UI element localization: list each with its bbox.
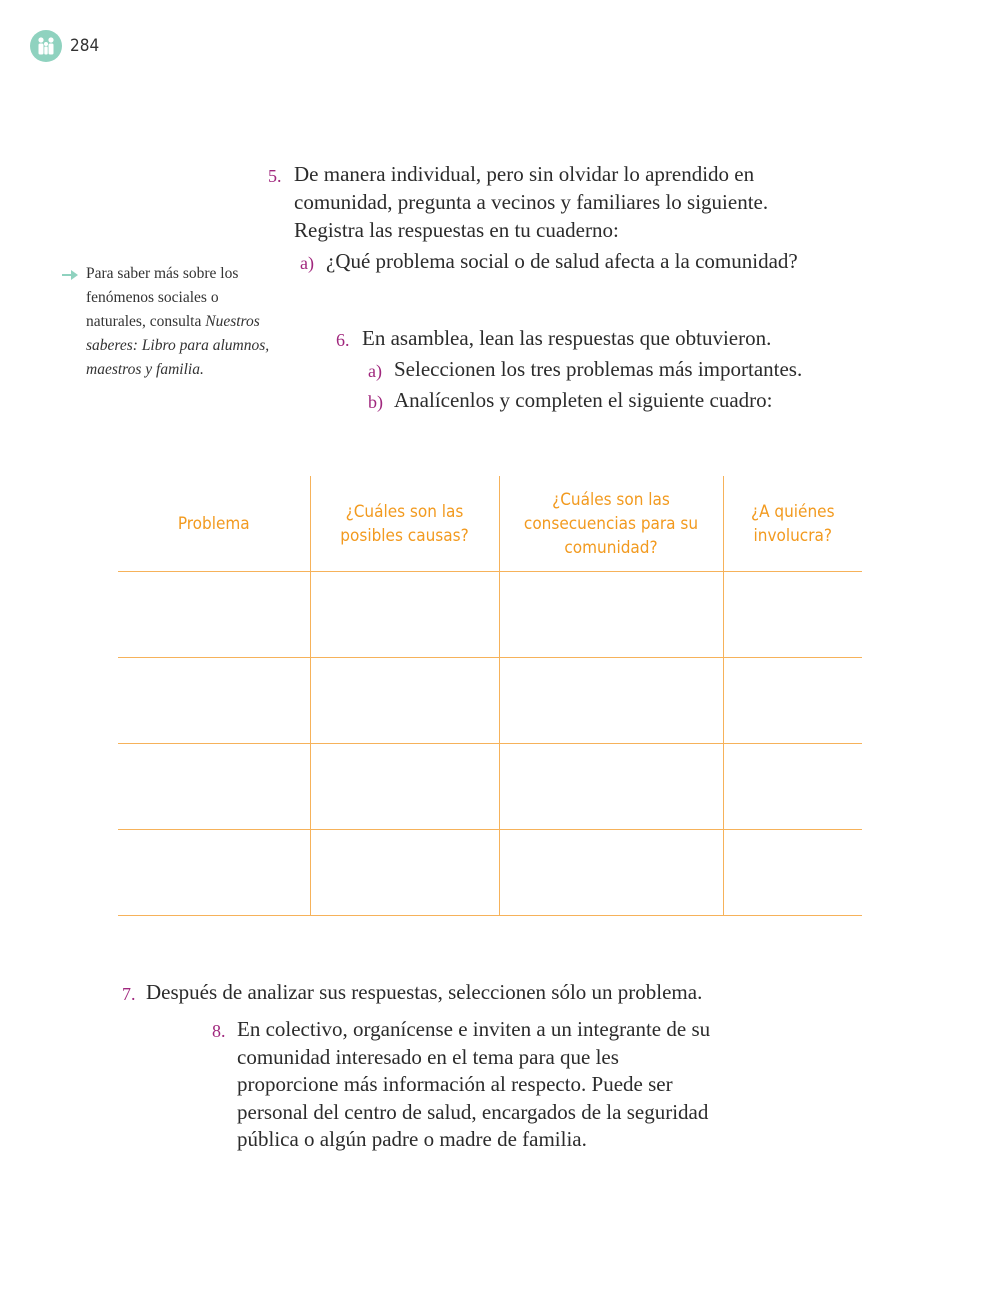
activity-6b xyxy=(368,386,888,414)
table-row xyxy=(118,658,862,744)
activity-text: Después de analizar sus respuestas, seleccionen sólo un problema. xyxy=(146,980,703,1004)
side-note xyxy=(62,262,272,382)
table-cell[interactable] xyxy=(310,658,499,744)
subitem-letter: a) xyxy=(300,253,314,273)
activity-number: 7. xyxy=(122,984,136,1004)
table-row xyxy=(118,572,862,658)
table-cell[interactable] xyxy=(723,572,862,658)
table-cell[interactable] xyxy=(499,658,723,744)
analysis-table xyxy=(118,476,862,916)
activity-number: 5. xyxy=(268,166,282,186)
activity-text: En colectivo, organícense e inviten a un integrante de su comunidad interesado en el tema para que les proporcione más información al respecto. Puede ser personal del centro de salud, encargados de la seguridad pública o algún padre o madre de familia. xyxy=(237,1017,711,1151)
activity-8 xyxy=(212,1016,712,1154)
column-header-consecuencias: ¿Cuáles son las consecuencias para su comunidad? xyxy=(499,476,723,572)
table-cell[interactable] xyxy=(118,830,310,916)
table-cell[interactable] xyxy=(499,572,723,658)
table-cell[interactable] xyxy=(310,830,499,916)
page-number: 284 xyxy=(70,36,100,56)
activity-text: De manera individual, pero sin olvidar lo aprendido en comunidad, pregunta a vecinos y familiares lo siguiente. Registra las respuestas en tu cuaderno: xyxy=(294,162,769,242)
activity-5a xyxy=(300,246,800,276)
activity-6 xyxy=(336,324,896,352)
subitem-text: ¿Qué problema social o de salud afecta a la comunidad? xyxy=(326,249,798,273)
table-cell[interactable] xyxy=(118,658,310,744)
table-row xyxy=(118,830,862,916)
column-header-problema: Problema xyxy=(118,476,310,572)
column-header-involucra: ¿A quiénes involucra? xyxy=(723,476,862,572)
family-icon xyxy=(30,30,62,62)
activity-6a xyxy=(368,355,888,383)
table-cell[interactable] xyxy=(118,572,310,658)
activity-7 xyxy=(122,978,882,1006)
activity-number: 8. xyxy=(212,1021,226,1041)
table-cell[interactable] xyxy=(499,744,723,830)
activity-number: 6. xyxy=(336,330,350,350)
activity-text: En asamblea, lean las respuestas que obtuvieron. xyxy=(362,326,772,350)
subitem-letter: b) xyxy=(368,392,383,412)
activity-5 xyxy=(268,160,828,244)
subitem-text: Analícenlos y completen el siguiente cuadro: xyxy=(394,388,773,412)
arrow-icon xyxy=(62,265,78,289)
subitem-letter: a) xyxy=(368,361,382,381)
table-cell[interactable] xyxy=(310,572,499,658)
column-header-causas: ¿Cuáles son las posibles causas? xyxy=(310,476,499,572)
table-cell[interactable] xyxy=(310,744,499,830)
side-note-book-title: Nuestros saberes: Libro para alumnos, maestros y familia. xyxy=(86,313,270,378)
table-cell[interactable] xyxy=(723,744,862,830)
table-cell[interactable] xyxy=(723,830,862,916)
page-header xyxy=(30,30,99,62)
table-cell[interactable] xyxy=(499,830,723,916)
table-cell[interactable] xyxy=(118,744,310,830)
table-row xyxy=(118,744,862,830)
side-note-text: Para saber más sobre los fenómenos sociales o naturales, consulta xyxy=(86,265,239,330)
table-cell[interactable] xyxy=(723,658,862,744)
subitem-text: Seleccionen los tres problemas más importantes. xyxy=(394,357,803,381)
table-header-row xyxy=(118,476,862,572)
